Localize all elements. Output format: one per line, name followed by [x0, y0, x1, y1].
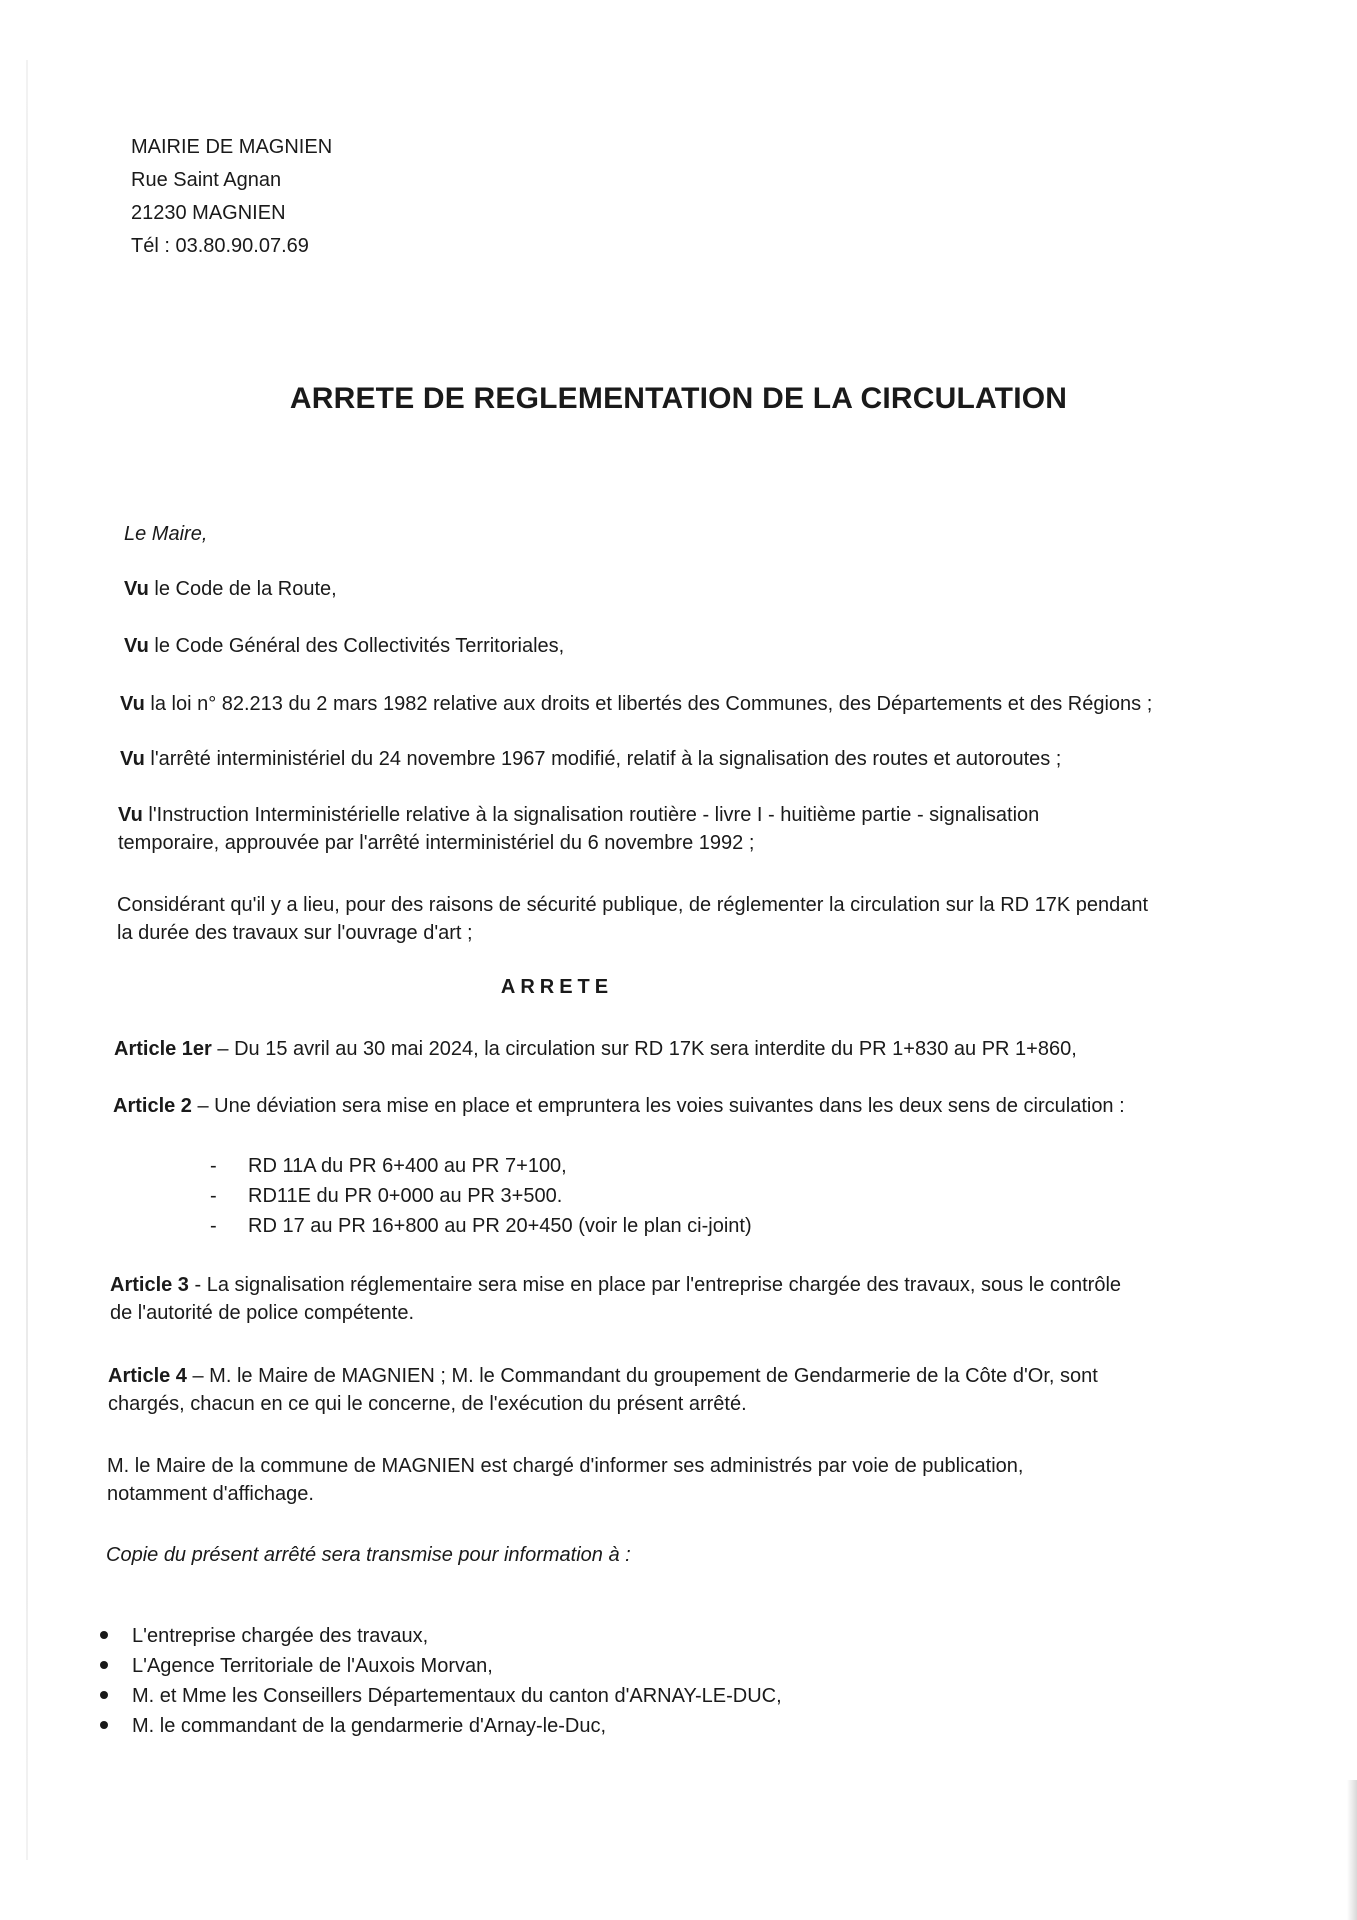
list-item: L'entreprise chargée des travaux,	[100, 1621, 782, 1651]
bullet-icon	[100, 1691, 108, 1699]
article-text: – M. le Maire de MAGNIEN ; M. le Commandant du groupement de Gendarmerie de la Côte d'Or, sont	[186, 1365, 1098, 1387]
article-label: Article 4	[108, 1365, 187, 1387]
mairie-name: MAIRIE DE MAGNIEN	[131, 136, 333, 158]
considerant-line1: Considérant qu'il y a lieu, pour des raisons de sécurité publique, de réglementer la circulation sur la RD 17K pendant	[117, 894, 1149, 916]
document-title: ARRETE DE REGLEMENTATION DE LA CIRCULATION	[289, 382, 1068, 415]
maire-info-line1: M. le Maire de la commune de MAGNIEN est chargé d'informer ses administrés par voie de publication,	[107, 1455, 1024, 1477]
vu-keyword: Vu	[124, 635, 149, 657]
article-label: Article 1er	[114, 1038, 212, 1060]
recipients-list	[100, 1621, 782, 1741]
mairie-address-block	[131, 131, 332, 263]
list-item: M. le commandant de la gendarmerie d'Arnay-le-Duc,	[100, 1711, 782, 1741]
article-text: – Du 15 avril au 30 mai 2024, la circulation sur RD 17K sera interdite du PR 1+830 au PR 1+860,	[211, 1038, 1077, 1060]
vu-text: le Code de la Route,	[148, 578, 337, 600]
article-4-line2: chargés, chacun en ce qui le concerne, de l'exécution du présent arrêté.	[108, 1393, 747, 1415]
mairie-street: Rue Saint Agnan	[131, 169, 282, 191]
vu-instruction-line1	[118, 801, 1039, 829]
article-3-line1	[110, 1271, 1121, 1299]
vu-keyword: Vu	[118, 804, 143, 826]
article-2	[113, 1092, 1125, 1120]
list-item: - RD 11A du PR 6+400 au PR 7+100,	[210, 1155, 567, 1177]
vu-text: l'arrêté interministériel du 24 novembre 1967 modifié, relatif à la signalisation des routes et autoroutes ;	[144, 748, 1062, 770]
vu-code-collectivites	[124, 632, 564, 660]
article-label: Article 2	[113, 1095, 192, 1117]
vu-loi-1982	[120, 690, 1152, 718]
bullet-icon	[100, 1631, 108, 1639]
vu-arrete-1967	[120, 745, 1061, 773]
mairie-phone: Tél : 03.80.90.07.69	[131, 235, 309, 257]
arrete-heading: ARRETE	[500, 976, 614, 998]
vu-text: le Code Général des Collectivités Territoriales,	[148, 635, 565, 657]
article-text: – Une déviation sera mise en place et empruntera les voies suivantes dans les deux sens de circulation :	[191, 1095, 1125, 1117]
article-label: Article 3	[110, 1274, 189, 1296]
deviation-list	[210, 1151, 752, 1241]
vu-text: l'Instruction Interministérielle relative à la signalisation routière - livre I - huitième partie - signalisation	[142, 804, 1040, 826]
bullet-icon	[100, 1661, 108, 1669]
article-4-line1	[108, 1362, 1098, 1390]
vu-instruction-line2: temporaire, approuvée par l'arrêté interministériel du 6 novembre 1992 ;	[118, 832, 755, 854]
article-1	[114, 1035, 1077, 1063]
maire-info-line2: notamment d'affichage.	[107, 1483, 314, 1505]
considerant-line2: la durée des travaux sur l'ouvrage d'art ;	[117, 922, 473, 944]
le-maire-heading: Le Maire,	[124, 523, 208, 545]
scan-edge-left	[26, 60, 28, 1860]
list-item: M. et Mme les Conseillers Départementaux du canton d'ARNAY-LE-DUC,	[100, 1681, 782, 1711]
copie-heading: Copie du présent arrêté sera transmise pour information à :	[106, 1544, 631, 1566]
list-item: - RD11E du PR 0+000 au PR 3+500.	[210, 1185, 563, 1207]
bullet-icon	[100, 1721, 108, 1729]
vu-keyword: Vu	[124, 578, 149, 600]
list-item: L'Agence Territoriale de l'Auxois Morvan,	[100, 1651, 782, 1681]
mairie-postcode-city: 21230 MAGNIEN	[131, 202, 286, 224]
list-item: - RD 17 au PR 16+800 au PR 20+450 (voir le plan ci-joint)	[210, 1215, 752, 1237]
vu-text: la loi n° 82.213 du 2 mars 1982 relative aux droits et libertés des Communes, des Départements et des Régions ;	[144, 693, 1153, 715]
vu-code-route	[124, 575, 337, 603]
article-text: - La signalisation réglementaire sera mise en place par l'entreprise chargée des travaux, sous le contrôle	[188, 1274, 1122, 1296]
article-3-line2: de l'autorité de police compétente.	[110, 1302, 415, 1324]
scan-edge-right	[1347, 1780, 1357, 1920]
vu-keyword: Vu	[120, 693, 145, 715]
vu-keyword: Vu	[120, 748, 145, 770]
